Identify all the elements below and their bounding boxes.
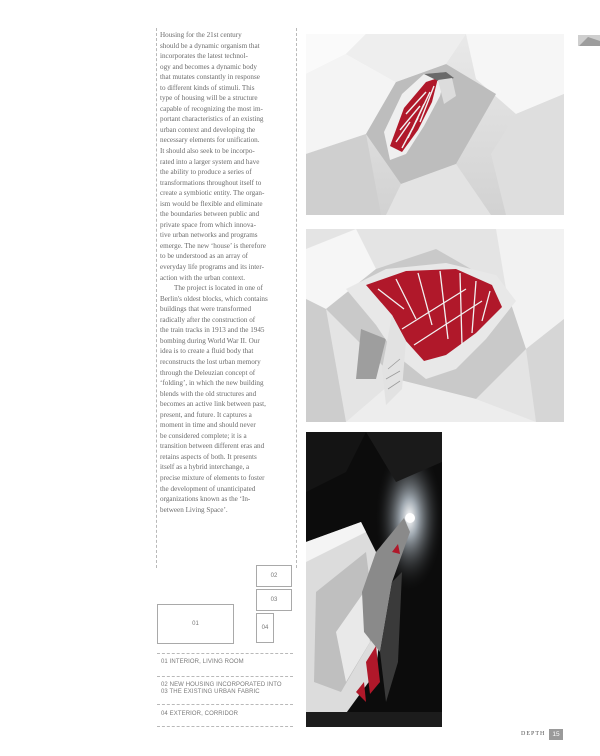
rendering-photo-04 xyxy=(306,432,442,727)
column-rule-left xyxy=(156,28,157,568)
image-key-label-03: 03 xyxy=(270,597,278,603)
rendering-photo-02 xyxy=(306,34,564,215)
caption-01: 01 INTERIOR, LIVING ROOM xyxy=(161,659,244,665)
image-key-box-04 xyxy=(256,613,274,643)
rendering-04-image xyxy=(306,432,442,727)
caption-04: 04 EXTERIOR, CORRIDOR xyxy=(161,711,239,717)
body-text-column xyxy=(160,30,294,515)
image-key-label-01: 01 xyxy=(192,621,199,627)
image-key-label-04: 04 xyxy=(261,625,269,631)
image-key-box-03 xyxy=(256,589,292,611)
caption-02-03: 02 NEW HOUSING INCORPORATED INTO 03 THE EXISTING URBAN FABRIC xyxy=(161,682,282,696)
rendering-02-image xyxy=(306,34,564,215)
caption-divider xyxy=(157,676,293,677)
body-paragraph-1: Housing for the 21st century should be a dynamic organism that incorporates the latest technol- ogy and becomes a dynamic body that mutates constantly in response to different kinds of stimuli. This type of housing will be a structure capable of recognizing the most im- portant characteristics of an existing urban context and developing the necessary elements for unification. It should also seek to be incorpo- rated into a larger system and have the ability to produce a series of transformations throughout itself to create a symbiotic entity. The organ- ism would be flexible and eliminate the boundaries between public and private space from which innova- tive urban networks and programs emerge. The new ‘house’ is therefore to be understood as an array of everyday life programs and its inter- action with the urban context. xyxy=(160,31,266,282)
thumbnail-edge-image xyxy=(578,35,600,46)
rendering-03-image xyxy=(306,229,564,422)
page-number: 15 xyxy=(549,729,563,740)
caption-divider xyxy=(157,704,293,705)
image-key-label-02: 02 xyxy=(270,573,278,579)
image-key-box-01 xyxy=(157,604,234,644)
image-key-box-02 xyxy=(256,565,292,587)
section-label: DEPTH xyxy=(521,731,546,737)
thumbnail-edge xyxy=(578,34,600,46)
body-paragraph-2: The project is located in one of Berlin's oldest blocks, which contains buildings that were transformed radically after the construction of the train tracks in 1913 and the 1945 bombing during World War II. Our idea is to create a fluid body that reconstructs the lost urban memory through the Deleuzian concept of ‘folding’, in which the new building blends with the old structures and becomes an active link between past, present, and future. It captures a moment in time and should never be considered complete; it is a transition between different eras and retains aspects of both. It presents itself as a hybrid interchange, a precise mixture of elements to foster the development of unanticipated organizations known as the ‘In- between Living Space’. xyxy=(160,284,268,514)
rendering-photo-03 xyxy=(306,229,564,422)
caption-divider xyxy=(157,653,293,654)
caption-divider xyxy=(157,726,293,727)
column-rule-right xyxy=(296,28,297,568)
